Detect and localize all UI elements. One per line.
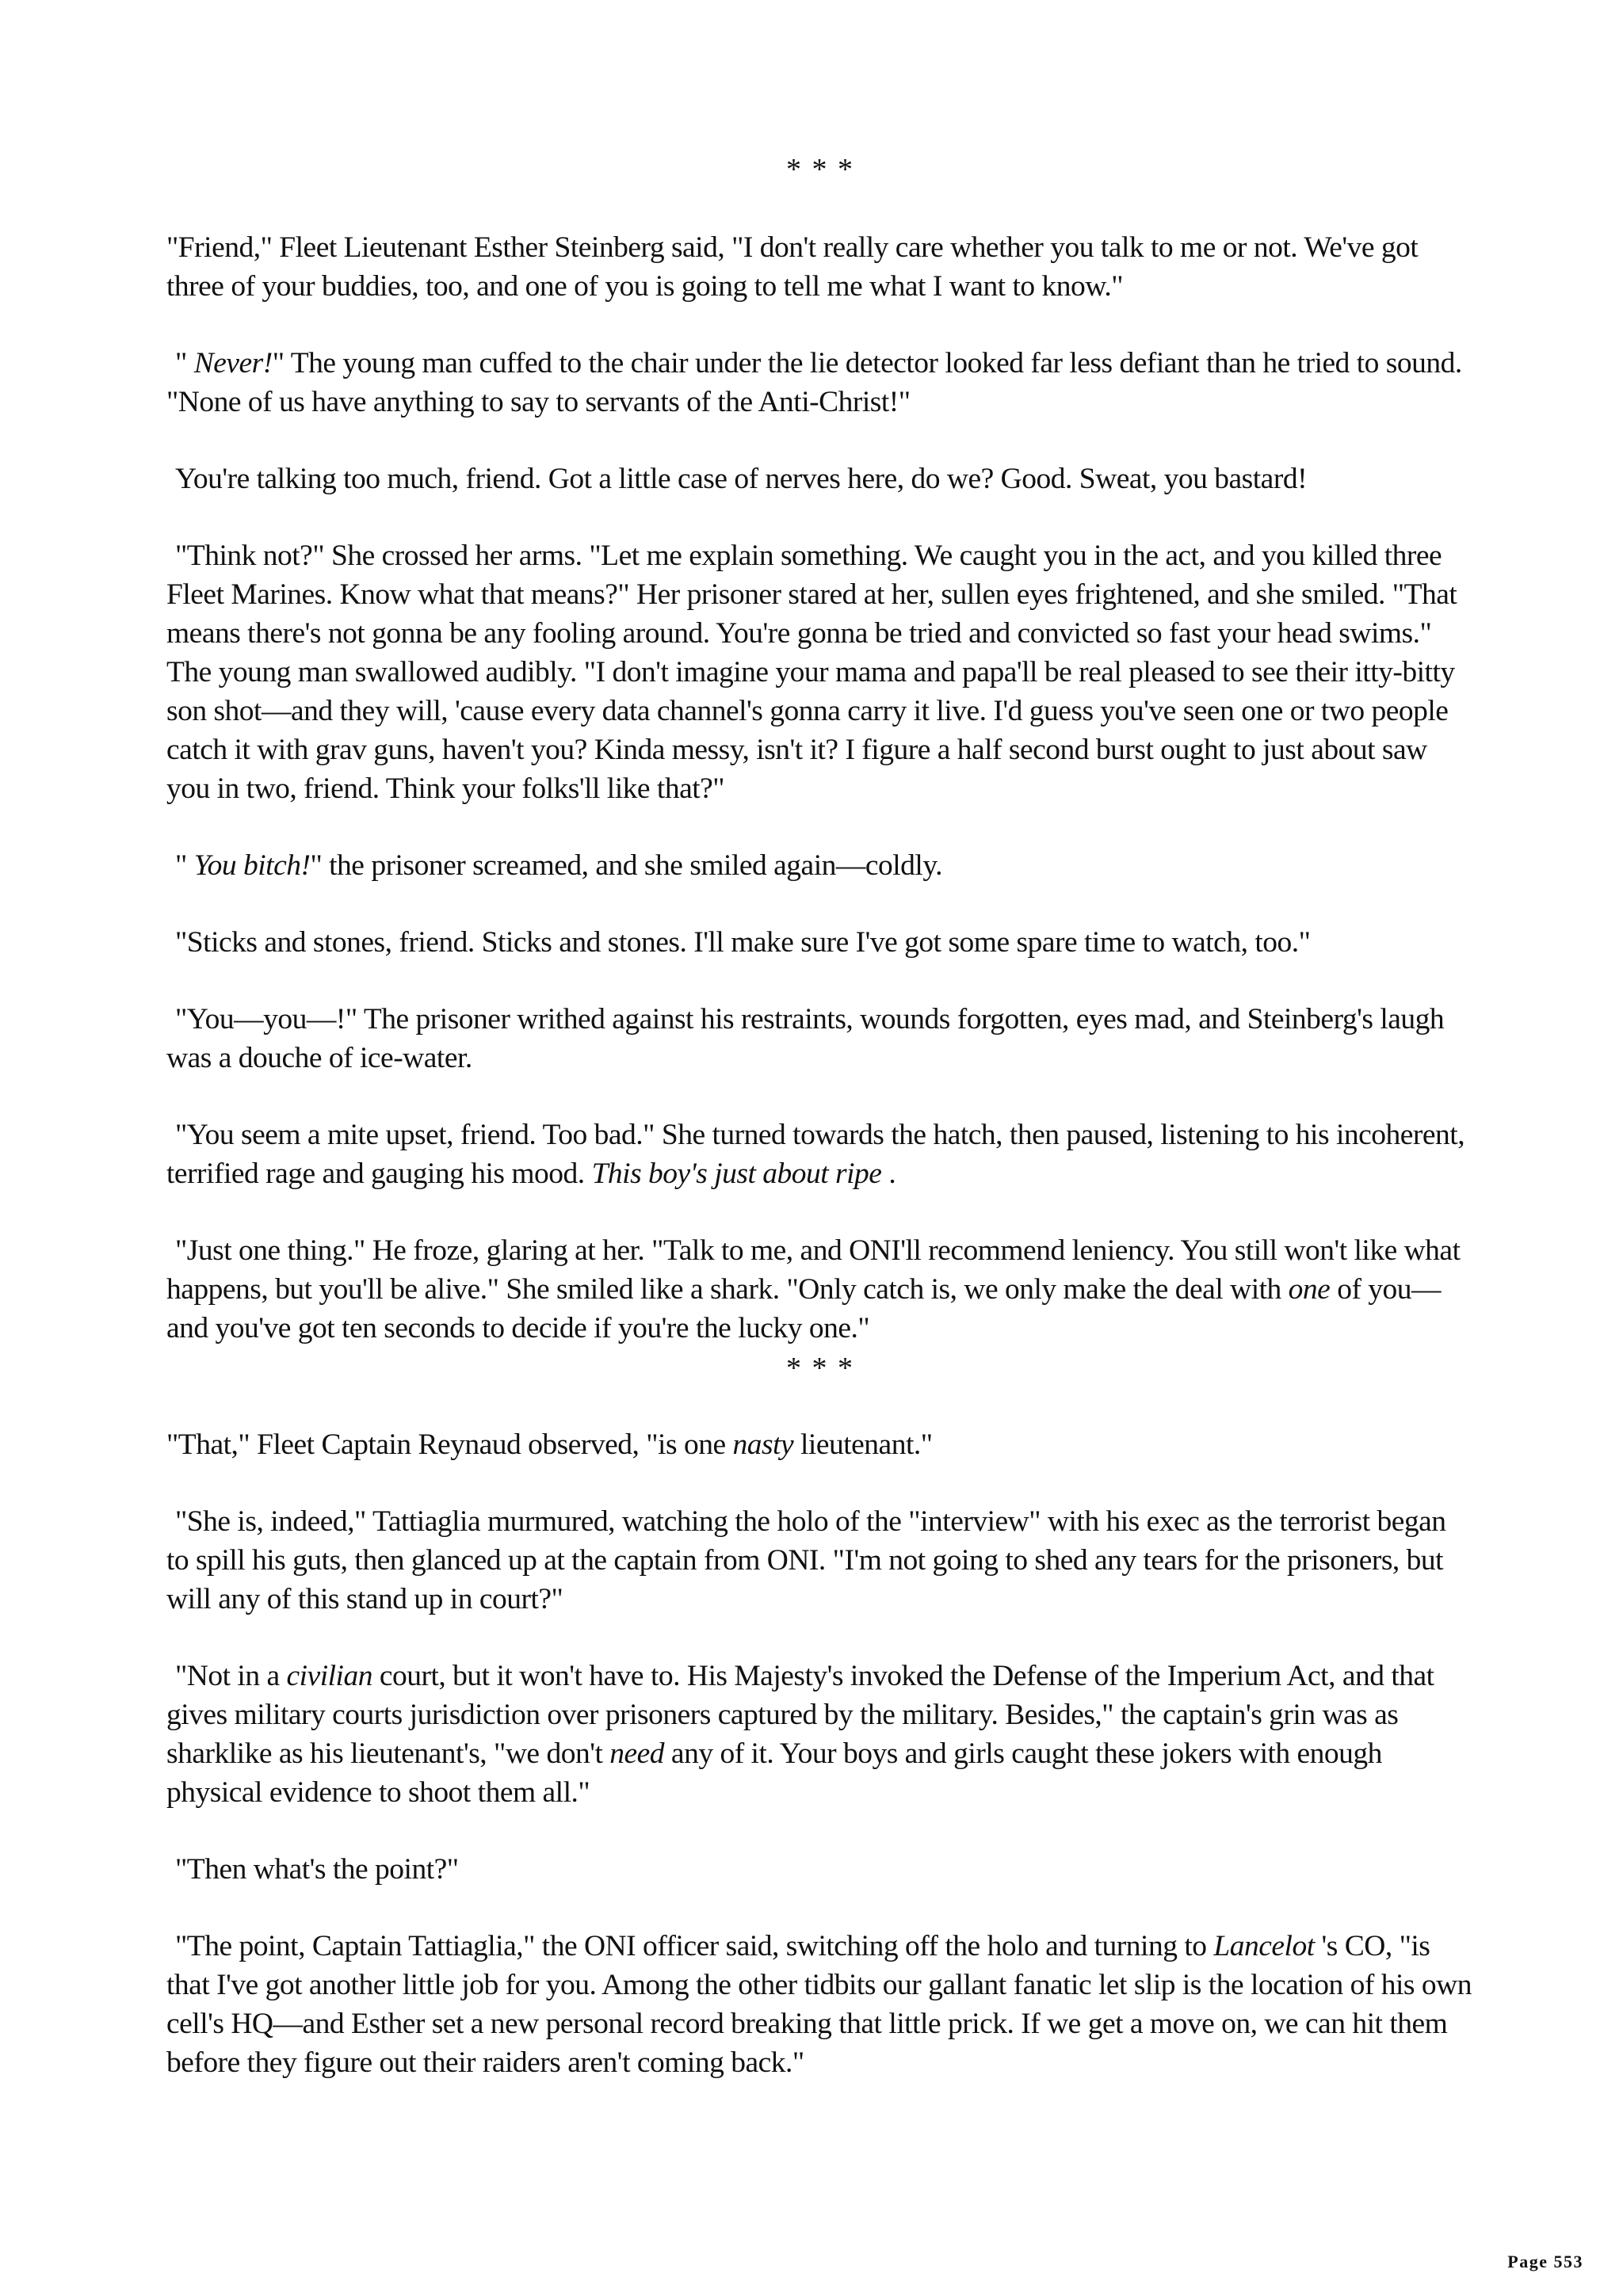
scene-separator: * * *	[786, 153, 854, 186]
paragraph: "That," Fleet Captain Reynaud observed, "is one nasty lieutenant."	[166, 1428, 933, 1461]
paragraph: "Just one thing." He froze, glaring at her. "Talk to me, and ONI'll recommend leniency. You still won't like what happens, but you'll be alive." She smiled like a shark. "Only catch is, we only make the deal with one of you—and you've got ten seconds to decide if you're the lucky one."	[166, 1234, 1461, 1344]
paragraph: "You—you—!" The prisoner writhed against his restraints, wounds forgotten, eyes mad, and Steinberg's laugh was a douche of ice-water.	[166, 1003, 1445, 1074]
paragraph: "Sticks and stones, friend. Sticks and stones. I'll make sure I've got some spare time to watch, too."	[175, 926, 1311, 959]
paragraph: "The point, Captain Tattiaglia," the ONI officer said, switching off the holo and turning to Lancelot 's CO, "is that I've got another little job for you. Among the other tidbits our gallant fanatic let slip is the location of his own cell's HQ—and Esther set a new personal record breaking that little prick. If we get a move on, we can hit them before they figure out their raiders aren't coming back."	[166, 1930, 1472, 2079]
scene-separator: * * *	[786, 1352, 854, 1385]
paragraph: "She is, indeed," Tattiaglia murmured, watching the holo of the "interview" with his exec as the terrorist began to spill his guts, then glanced up at the captain from ONI. "I'm not going to shed any tears for the prisoners, but will any of this stand up in court?"	[166, 1505, 1446, 1615]
page-number: Page 553	[1507, 2252, 1583, 2271]
paragraph: "You seem a mite upset, friend. Too bad." She turned towards the hatch, then paused, listening to his incoherent, terrified rage and gauging his mood. This boy's just about ripe .	[166, 1119, 1465, 1190]
paragraph: " Never!" The young man cuffed to the chair under the lie detector looked far less defiant than he tried to sound. "None of us have anything to say to servants of the Anti-Christ!"	[166, 347, 1462, 418]
page-body	[166, 151, 1474, 2082]
paragraph: "Then what's the point?"	[175, 1853, 459, 1886]
paragraph: "Not in a civilian court, but it won't have to. His Majesty's invoked the Defense of the Imperium Act, and that gives military courts jurisdiction over prisoners captured by the military. Besides," the captain's grin was as sharklike as his lieutenant's, "we don't need any of it. Your boys and girls caught these jokers with enough physical evidence to shoot them all."	[166, 1660, 1434, 1809]
paragraph: "Think not?" She crossed her arms. "Let me explain something. We caught you in the act, and you killed three Fleet Marines. Know what that means?" Her prisoner stared at her, sullen eyes frightened, and she smiled. "That means there's not gonna be any fooling around. You're gonna be tried and convicted so fast your head swims." The young man swallowed audibly. "I don't imagine your mama and papa'll be real pleased to see their itty-bitty son shot—and they will, 'cause every data channel's gonna carry it live. I'd guess you've seen one or two people catch it with grav guns, haven't you? Kinda messy, isn't it? I figure a half second burst ought to just about saw you in two, friend. Think your folks'll like that?"	[166, 540, 1457, 805]
paragraph: You're talking too much, friend. Got a little case of nerves here, do we? Good. Sweat, you bastard!	[175, 463, 1308, 495]
paragraph: " You bitch!" the prisoner screamed, and she smiled again—coldly.	[175, 849, 943, 882]
paragraph: "Friend," Fleet Lieutenant Esther Steinberg said, "I don't really care whether you talk to me or not. We've got three of your buddies, too, and one of you is going to tell me what I want to know."	[166, 231, 1419, 303]
